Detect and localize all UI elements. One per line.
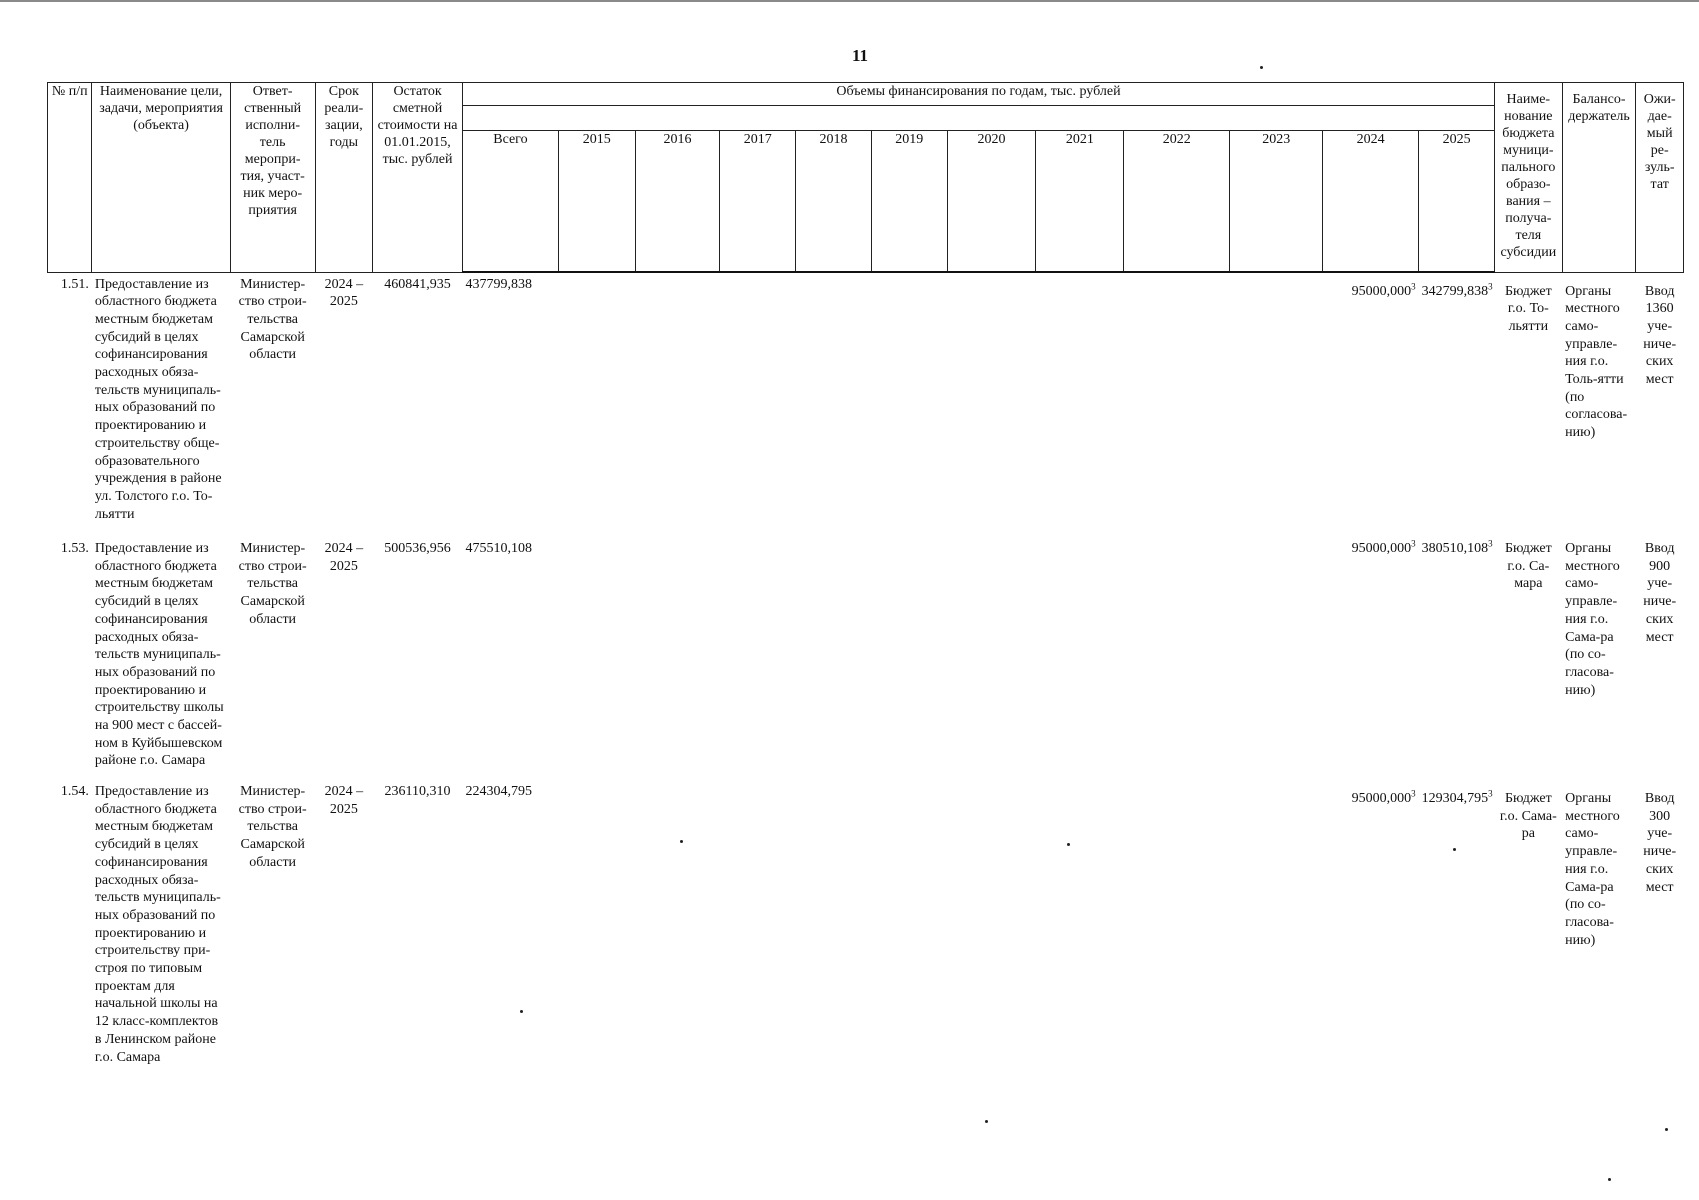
row-cell-2022: [1124, 537, 1230, 780]
header-total: Всего: [462, 131, 558, 273]
row-cell-2015: [558, 537, 635, 780]
row-2025: [1419, 272, 1495, 537]
row-2024: [1323, 272, 1419, 537]
scan-speck: [520, 1010, 523, 1013]
header-executor: Ответ-ственный исполни-тель меропри-тия, участ-ник меро-приятия: [230, 83, 315, 273]
row-result: Ввод 1360 уче-ниче-ских мест: [1643, 283, 1677, 388]
row-2024: [1323, 537, 1419, 780]
row-cell-2022: [1124, 780, 1230, 1080]
row-name: Предоставление из областного бюджета местным бюджетам субсидий в целях софинансирования расходных обяза-тельств муниципаль-ных образований по проектированию и строительству при-строя по типовым проектам для начальной школы на 12 класс-комплектов в Ленинском районе г.о. Самара: [94, 784, 221, 1065]
row-result: Ввод 300 уче-ниче-ских мест: [1643, 791, 1677, 895]
row-number: 1.54.: [60, 784, 89, 799]
header-remainder: Остаток сметной стоимости на 01.01.2015, тыс. рублей: [373, 83, 463, 273]
row-cell-2023: [1230, 780, 1323, 1080]
row-number: 1.51.: [60, 276, 89, 292]
row-2025-value: 342799,838: [1421, 284, 1489, 299]
row-total: 437799,838: [465, 277, 532, 292]
row-cell-2020: [947, 780, 1036, 1080]
page-top-rule: [0, 0, 1699, 2]
header-year-2025: 2025: [1419, 131, 1495, 273]
row-2025-note: 3: [1488, 538, 1493, 549]
row-cell-2016: [635, 272, 720, 537]
header-name: Наименование цели, задачи, мероприятия (объекта): [92, 83, 230, 273]
row-2025: [1419, 780, 1495, 1080]
row-cell-2016: [635, 780, 720, 1080]
financing-table: [47, 82, 1684, 1080]
row-cell-2018: [796, 272, 872, 537]
row-total: 475510,108: [465, 541, 532, 556]
row-cell-2021: [1036, 780, 1124, 1080]
row-2024: [1323, 780, 1419, 1080]
row-executor: Министер-ство строи-тельства Самарской области: [238, 276, 307, 363]
row-cell-2022: [1124, 272, 1230, 537]
row-executor: Министер-ство строи-тельства Самарской области: [238, 541, 307, 627]
row-holder: Органы местного само-управле-ния г.о. Толь-ятти (по согласова-нию): [1565, 283, 1628, 441]
header-no: № п/п: [48, 83, 92, 273]
row-2024-value: 95000,000: [1351, 541, 1412, 556]
row-holder: Органы местного само-управле-ния г.о. Сама-ра (по со-гласова-нию): [1565, 541, 1620, 698]
row-cell-2015: [558, 780, 635, 1080]
row-cell-2021: [1036, 537, 1124, 780]
scan-speck: [1453, 848, 1456, 851]
header-result: Ожи-дае-мый ре-зуль-тат: [1636, 83, 1684, 273]
header-year-2019: 2019: [871, 131, 947, 273]
header-period: Срок реали-зации, годы: [315, 83, 373, 273]
scan-speck: [1260, 66, 1263, 69]
row-holder: Органы местного само-управле-ния г.о. Сама-ра (по со-гласова-нию): [1565, 791, 1620, 948]
row-cell-2018: [796, 780, 872, 1080]
row-2024-note: 3: [1411, 538, 1416, 549]
row-cell-2019: [871, 780, 947, 1080]
row-period: 2024 – 2025: [324, 784, 364, 817]
header-year-2017: 2017: [720, 131, 796, 273]
row-result: Ввод 900 уче-ниче-ских мест: [1643, 541, 1677, 645]
scan-speck: [985, 1120, 988, 1123]
row-name: Предоставление из областного бюджета местным бюджетам субсидий в целях софинансирования расходных обяза-тельств муниципаль-ных образований по проектированию и строительству школы на 900 мест с бассей-ном в Куйбышевском районе г.о. Самара: [94, 541, 224, 769]
row-2024-value: 95000,000: [1351, 284, 1412, 299]
row-cell-2020: [947, 272, 1036, 537]
row-budget: Бюджет г.о. Сама-ра: [1499, 791, 1557, 842]
table-row: [48, 537, 1684, 780]
row-period: 2024 – 2025: [324, 276, 364, 310]
scan-speck: [1608, 1178, 1611, 1181]
table-row: [48, 780, 1684, 1080]
header-budget-name: Наиме-нование бюджета муници-пального образо-вания – получа-теля субсидии: [1495, 83, 1563, 273]
row-2024-note: 3: [1411, 281, 1416, 292]
row-number: 1.53.: [60, 541, 89, 556]
row-remainder: 236110,310: [384, 784, 451, 799]
scan-speck: [680, 840, 683, 843]
row-2024-note: 3: [1411, 788, 1416, 799]
row-cell-2019: [871, 537, 947, 780]
row-cell-2023: [1230, 272, 1323, 537]
row-cell-2021: [1036, 272, 1124, 537]
row-budget: Бюджет г.о. То-льятти: [1504, 283, 1552, 334]
header-year-2022: 2022: [1124, 131, 1230, 273]
row-cell-2017: [720, 272, 796, 537]
header-holder: Балансо-держатель: [1562, 83, 1636, 273]
header-year-2015: 2015: [558, 131, 635, 273]
row-cell-2023: [1230, 537, 1323, 780]
row-cell-2017: [720, 780, 796, 1080]
row-remainder: 500536,956: [384, 541, 451, 556]
header-year-2018: 2018: [796, 131, 872, 273]
row-2025-note: 3: [1488, 281, 1493, 292]
header-financing: Объемы финансирования по годам, тыс. рублей: [462, 83, 1494, 106]
row-executor: Министер-ство строи-тельства Самарской области: [238, 784, 307, 870]
header-year-2020: 2020: [947, 131, 1036, 273]
row-cell-2019: [871, 272, 947, 537]
header-year-2024: 2024: [1323, 131, 1419, 273]
header-year-2016: 2016: [635, 131, 720, 273]
row-remainder: 460841,935: [384, 276, 451, 292]
row-period: 2024 – 2025: [324, 541, 364, 574]
row-2025-note: 3: [1488, 788, 1493, 799]
header-year-2023: 2023: [1230, 131, 1323, 273]
row-budget: Бюджет г.о. Са-мара: [1504, 541, 1552, 592]
page-number: 11: [852, 46, 869, 65]
scan-speck: [1067, 843, 1070, 846]
row-2025-value: 380510,108: [1421, 541, 1489, 556]
row-cell-2017: [720, 537, 796, 780]
scan-speck: [1665, 1128, 1668, 1131]
header-year-2021: 2021: [1036, 131, 1124, 273]
row-2025-value: 129304,795: [1421, 791, 1489, 806]
table-row: [48, 272, 1684, 537]
row-2024-value: 95000,000: [1351, 791, 1412, 806]
row-total: 224304,795: [465, 784, 532, 799]
row-name: Предоставление из областного бюджета местным бюджетам субсидий в целях софинансирования расходных обяза-тельств муниципаль-ных образований по проектированию и строительству обще-образовательного учреждения в районе ул. Толстого г.о. То-льятти: [94, 276, 222, 522]
row-cell-2018: [796, 537, 872, 780]
row-cell-2016: [635, 537, 720, 780]
header-financing-spacer: [462, 106, 1494, 131]
row-2025: [1419, 537, 1495, 780]
row-cell-2020: [947, 537, 1036, 780]
row-cell-2015: [558, 272, 635, 537]
